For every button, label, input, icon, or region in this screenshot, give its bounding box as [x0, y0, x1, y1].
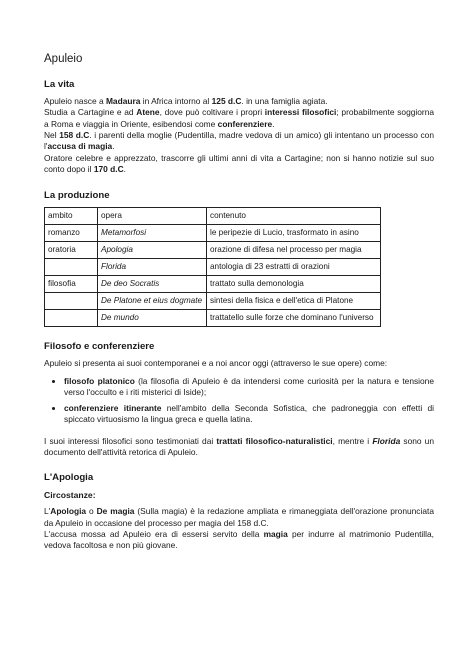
table-row [45, 310, 381, 327]
list-item: • conferenziere itinerante nell'ambito della Seconda Sofistica, che padroneggia con effetti di spiccato virtuosismo la lingua greca e quella latina. [64, 403, 434, 426]
cell-opera: De deo Socratis [98, 276, 207, 293]
produzione-table [44, 207, 381, 327]
cell-opera: Metamorfosi [98, 225, 207, 242]
cell-opera: Florida [98, 259, 207, 276]
table-row [45, 293, 381, 310]
cell-ambito [45, 293, 98, 310]
table-row [45, 242, 381, 259]
cell-ambito: oratoria [45, 242, 98, 259]
cell-ambito [45, 259, 98, 276]
filosofo-intro: Apuleio si presenta ai suoi contemporanei e a noi ancor oggi (attraverso le sue opere) come: [44, 358, 388, 369]
vita-paragraph-3: Nel 158 d.C. i parenti della moglie (Pudentilla, madre vedova di un amico) gli intentano un processo con l'accusa di magia. [44, 130, 434, 152]
cell-contenuto: orazione di difesa nel processo per magia [207, 242, 381, 259]
vita-paragraph-4: Oratore celebre e apprezzato, trascorre gli ultimi anni di vita a Cartagine; non si hanno notizie sul suo conto dopo il 170 d.C. [44, 152, 434, 175]
column-header: opera [98, 208, 207, 225]
heading-vita: La vita [44, 79, 75, 91]
cell-ambito [45, 310, 98, 327]
apologia-paragraph-1: L'Apologia o De magia (Sulla magia) è la redazione ampliata e rimaneggiata dell'orazione pronunciata da Apuleio in occasione del processo per magia del 158 d.C. [44, 506, 434, 528]
table-row [45, 225, 381, 242]
cell-contenuto: sintesi della fisica e dell'etica di Platone [207, 293, 381, 310]
heading-apologia: L'Apologia [44, 472, 94, 484]
vita-paragraph-1: Apuleio nasce a Madaura in Africa intorno al 125 d.C. in una famiglia agiata. [44, 95, 328, 106]
document-content [44, 54, 434, 566]
section-filosofo [44, 341, 434, 458]
cell-opera: Apologia [98, 242, 207, 259]
cell-opera: De Platone et eius dogmate [98, 293, 207, 310]
column-header: contenuto [207, 208, 381, 225]
table-row [45, 259, 381, 276]
table-header-row [45, 208, 381, 225]
subheading-circostanze: Circostanze: [44, 489, 96, 500]
document-title: Apuleio [44, 53, 83, 65]
column-header: ambito [45, 208, 98, 225]
vita-paragraph-2: Studia a Cartagine e ad Atene, dove può coltivare i propri interessi filosofici; probabilmente soggiorna a Roma e viaggia in Oriente, esibendosi come conferenziere. [44, 107, 435, 129]
cell-contenuto: le peripezie di Lucio, trasformato in asino [207, 225, 381, 242]
cell-contenuto: antologia di 23 estratti di orazioni [207, 259, 381, 276]
cell-contenuto: trattatello sulle forze che dominano l'universo [207, 310, 381, 327]
apologia-paragraph-2: L'accusa mossa ad Apuleio era di essersi servito della magia per indurre al matrimonio Pudentilla, vedova facoltosa e non più giovane. [44, 528, 434, 551]
cell-contenuto: trattato sulla demonologia [207, 276, 381, 293]
section-apologia [44, 472, 434, 551]
cell-opera: De mundo [98, 310, 207, 327]
cell-ambito: romanzo [45, 225, 98, 242]
filosofo-closing: I suoi interessi filosofici sono testimoniati dai trattati filosofico-naturalistici, mentre i Florida sono un documento dell'attività retorica di Apuleio. [44, 435, 435, 457]
table-row [45, 276, 381, 293]
section-produzione [44, 190, 434, 327]
section-vita [44, 79, 434, 175]
cell-ambito: filosofia [45, 276, 98, 293]
heading-produzione: La produzione [44, 189, 110, 201]
heading-filosofo: Filosofo e conferenziere [44, 341, 155, 353]
filosofo-list [44, 376, 434, 426]
list-item: • filosofo platonico (la filosofia di Apuleio è da intendersi come curiosità per la natura e tensione verso l'occulto e i riti misterici di Iside); [64, 376, 434, 399]
